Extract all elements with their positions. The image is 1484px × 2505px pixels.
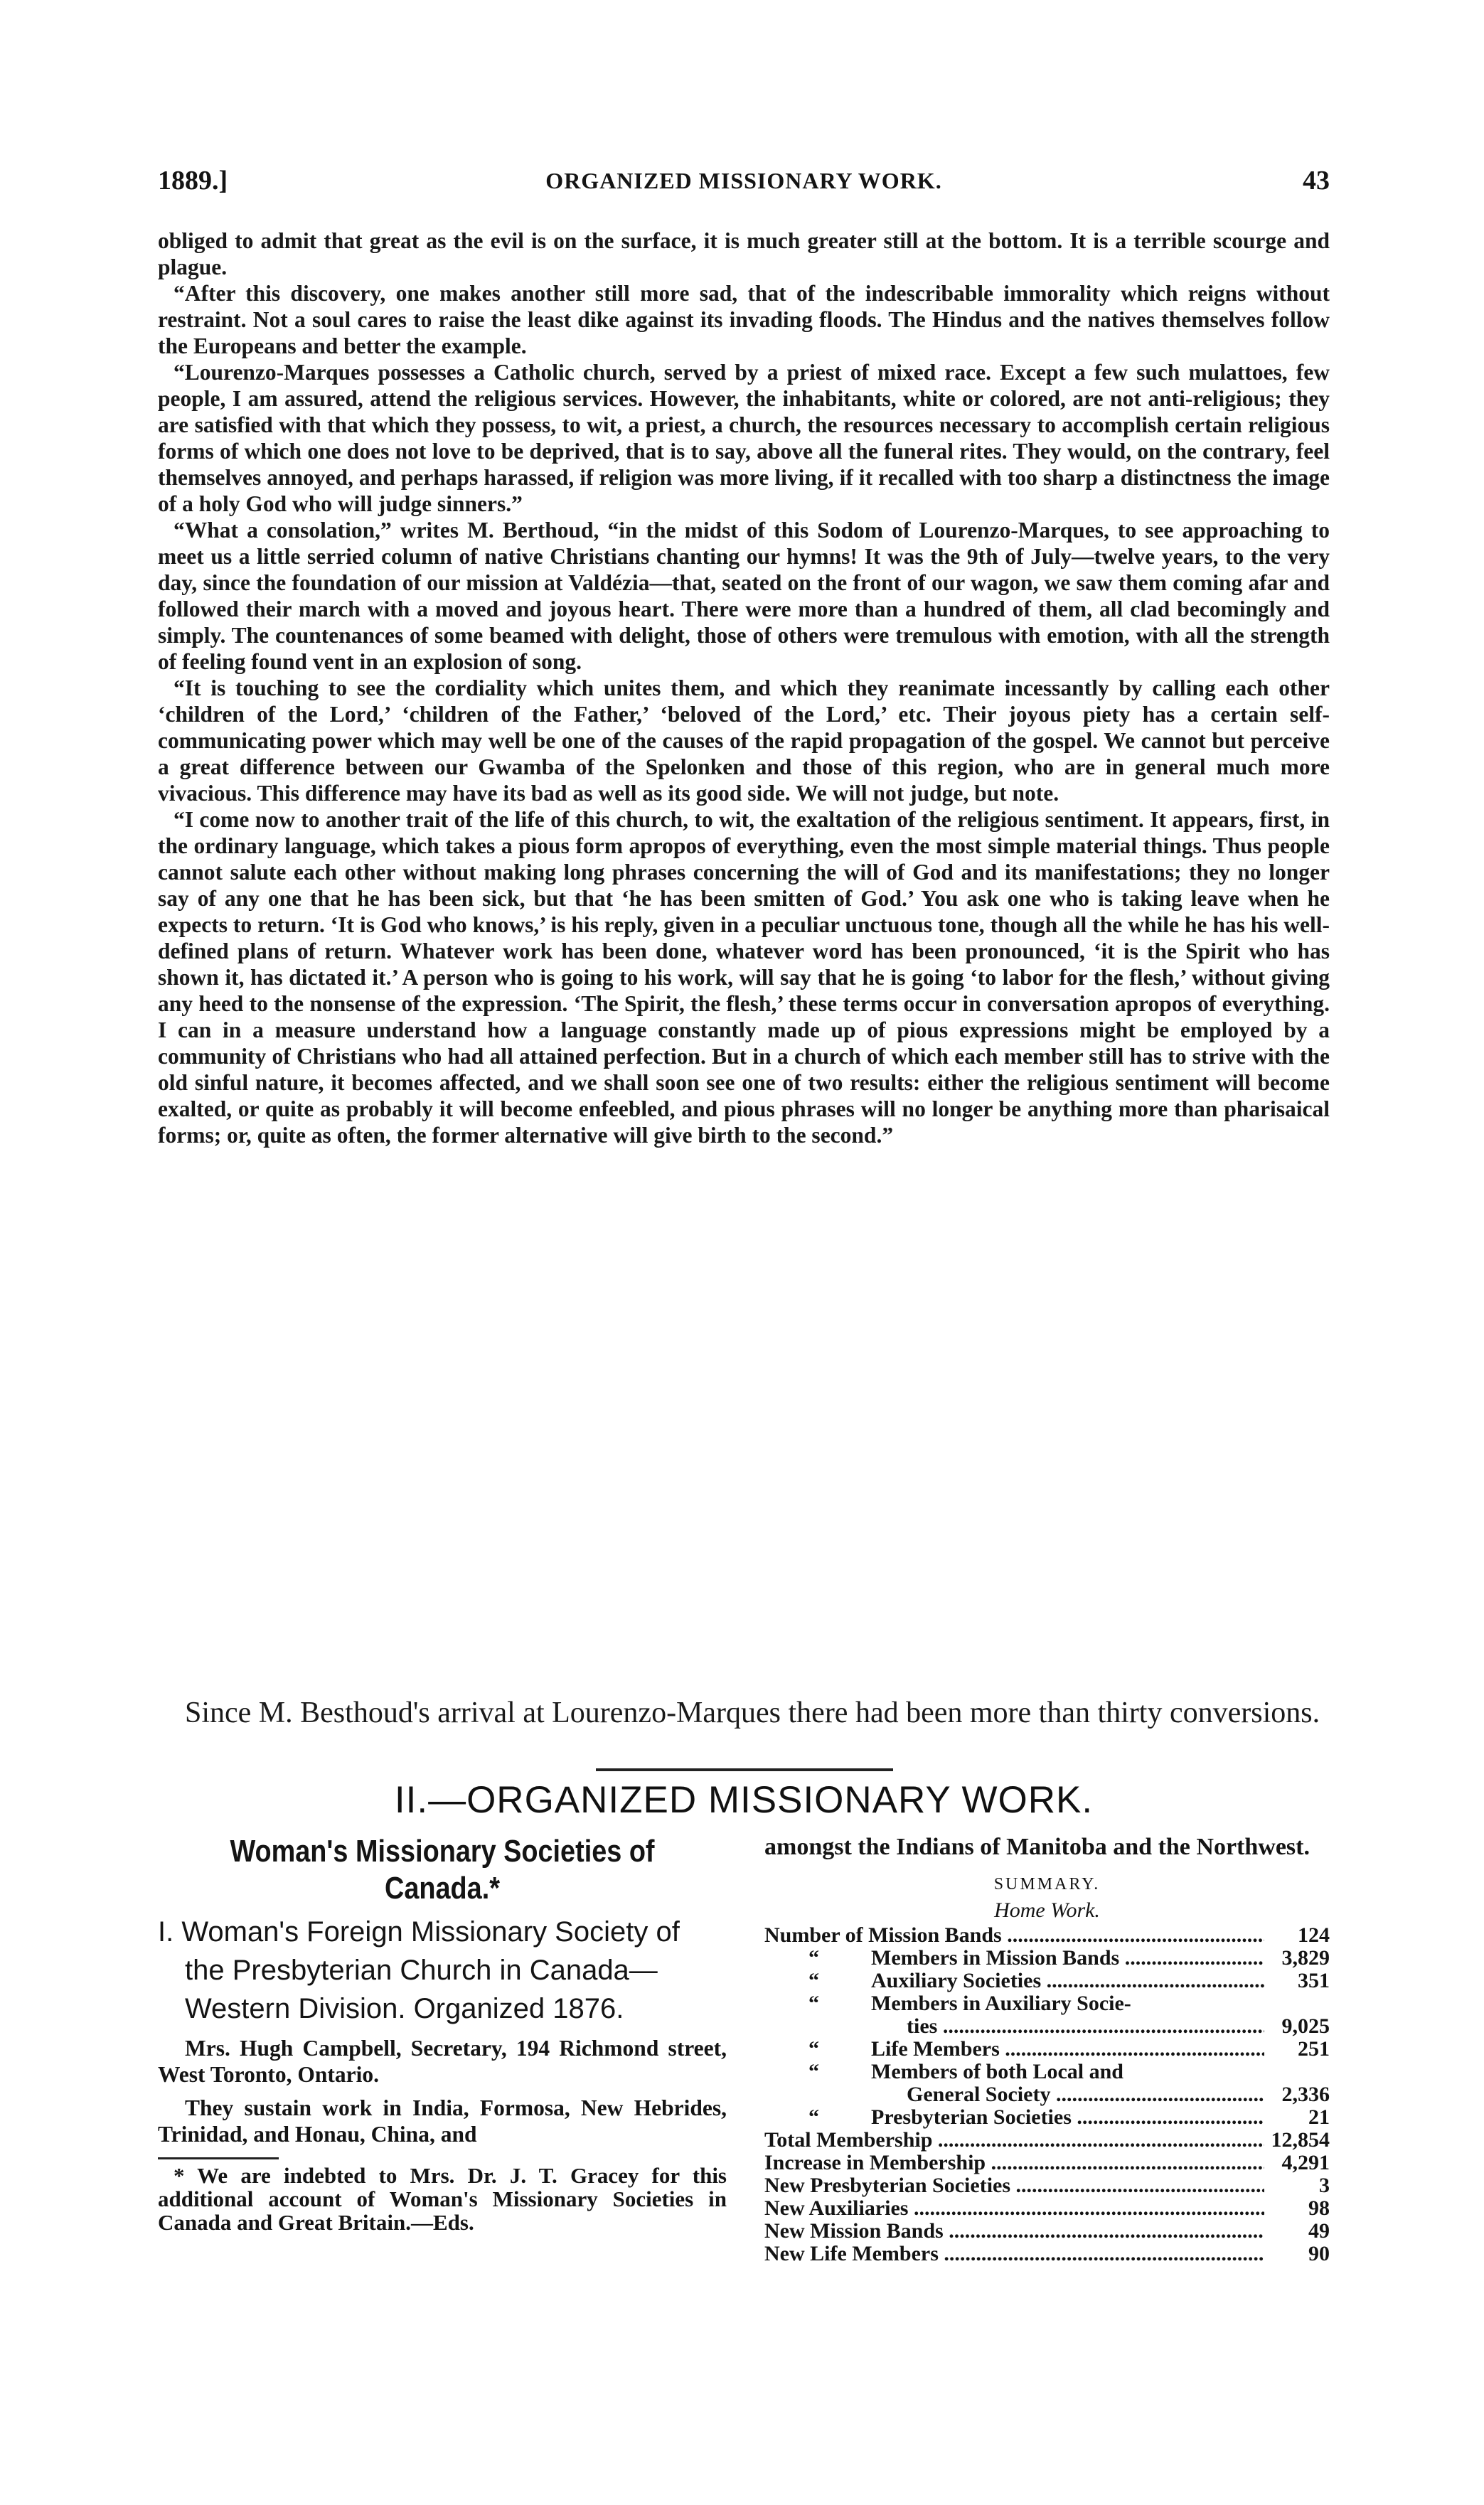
section-title: II.—ORGANIZED MISSIONARY WORK. (394, 1779, 1094, 1821)
summary-label: Presbyterian Societies ..... (764, 2106, 1264, 2129)
summary-label: Number of Mission Bands ..... (764, 1924, 1264, 1947)
summary-label-continued: ties ..... (764, 2015, 1264, 2038)
header-title: ORGANIZED MISSIONARY WORK. (545, 168, 942, 193)
summary-label: New Auxiliaries ..... (764, 2197, 1264, 2220)
summary-value: 12,854 (1267, 2129, 1330, 2152)
work-description: They sustain work in India, Formosa, New Hebrides, Trinidad, and Honau, China, and (158, 2095, 727, 2147)
summary-label: Members of both Local and (871, 2061, 1123, 2083)
summary-row (764, 2152, 1330, 2174)
body-paragraph: “After this discovery, one makes another still more sad, that of the indescribable immorality which reigns without restraint. Not a soul cares to raise the least dike against its invading floods. The Hindus and the natives themselves follow the Europeans and better the example. (158, 281, 1330, 358)
header-year: 1889.] (158, 166, 228, 196)
summary-row (764, 2061, 1330, 2106)
summary-table (764, 1924, 1330, 2265)
summary-label: Life Members ..... (764, 2038, 1264, 2061)
ditto-mark: “ (808, 1946, 819, 1970)
footnote: * We are indebted to Mrs. Dr. J. T. Gracey for this additional account of Woman's Missionary Societies in Canada and Great Britain.—Eds. (158, 2163, 727, 2235)
body-paragraph: “Lourenzo-Marques possesses a Catholic church, served by a priest of mixed race. Except a few such mulattoes, few people, I am assured, attend the religious services. However, the inhabitants, white or colored, are not anti-religious; they are satisfied with that which they possess, to wit, a priest, a church, the resources necessary to accomplish certain religious forms of which one does not love to be deprived, that is to say, above all the funeral rites. They would, on the contrary, feel themselves annoyed, and perhaps harassed, if religion was more living, if it recalled with too sharp a distinctness the image of a holy God who will judge sinners.” (158, 360, 1330, 516)
summary-label: New Life Members ..... (764, 2243, 1264, 2265)
summary-row (764, 2106, 1330, 2129)
ditto-mark: “ (808, 1969, 819, 1992)
summary-row (764, 2197, 1330, 2220)
ditto-mark: “ (808, 1992, 819, 2015)
summary-row (764, 2243, 1330, 2265)
summary-subheading: Home Work. (994, 1898, 1100, 1922)
ditto-mark: “ (808, 2060, 819, 2083)
summary-row (764, 2174, 1330, 2197)
body-paragraph: “What a consolation,” writes M. Berthoud, “in the midst of this Sodom of Lourenzo-Marques, to see approaching to meet us a little serried column of native Christians chanting our hymns! It was the 9th of July—twelve years, to the very day, since the foundation of our mission at Valdézia—that, seated on the front of our wagon, we saw them coming afar and followed their march with a moved and joyous heart. There were more than a hundred of them, all clad becomingly and simply. The countenances of some beamed with delight, those of others were tremulous with emotion, with all the strength of feeling found vent in an explosion of song. (158, 518, 1330, 674)
section-divider (596, 1768, 893, 1771)
body-paragraph: “It is touching to see the cordiality which unites them, and which they reanimate incessantly by calling each other ‘children of the Lord,’ ‘children of the Father,’ ‘beloved of the Lord,’ etc. Their joyous piety has a certain self-communicating power which may well be one of the causes of the rapid propagation of the gospel. We cannot but perceive a great difference between our Gwamba of the Spelonken and those of this region, who are in general much more vivacious. This difference may have its bad as well as its good side. We will not judge, but note. (158, 675, 1330, 806)
summary-label: Increase in Membership ..... (764, 2152, 1264, 2174)
page-number: 43 (1303, 166, 1330, 196)
summary-label: New Presbyterian Societies ..... (764, 2174, 1264, 2197)
summary-value: 49 (1267, 2220, 1330, 2243)
summary-value: 3 (1267, 2174, 1330, 2197)
summary-label-continued: General Society ..... (764, 2083, 1264, 2106)
summary-value: 2,336 (1267, 2083, 1330, 2106)
work-continuation: amongst the Indians of Manitoba and the Northwest. (764, 1834, 1310, 1860)
summary-label: Auxiliary Societies ..... (764, 1970, 1264, 1992)
left-column (158, 1833, 727, 2234)
summary-row (764, 1924, 1330, 1947)
summary-value: 3,829 (1267, 1947, 1330, 1970)
society-subheading: I. Woman's Foreign Missionary Society of the Presbyterian Church in Canada—Western Division. Organized 1876. (158, 1916, 680, 2024)
body-paragraph: “I come now to another trait of the life of this church, to wit, the exaltation of the religious sentiment. It appears, first, in the ordinary language, which takes a pious form apropos of everything, even the most simple material things. Thus people cannot salute each other without making long phrases concerning the will of God and its manifestations; they no longer say of any one that he has been sick, but that ‘he has been smitten of God.’ You ask one who is taking leave when he expects to return. ‘It is God who knows,’ is his reply, given in a peculiar unctuous tone, though all the while he has his well-defined plans of return. Whatever work has been done, whatever word has been pronounced, ‘it is the Spirit who has shown it, has dictated it.’ A person who is going to his work, will say that he is going ‘to labor for the flesh,’ without giving any heed to the nonsense of the expression. ‘The Spirit, the flesh,’ these terms occur in conversation apropos of everything. I can in a measure understand how a language constantly made up of pious expressions might be employed by a community of Christians who had all attained perfection. But in a church of which each member still has to strive with the old sinful nature, it becomes affected, and we shall soon see one of two results: either the religious sentiment will become exalted, or quite as probably it will become enfeebled, and pious phrases will no longer be anything more than pharisaical forms; or, quite as often, the former alternative will give birth to the second.” (158, 807, 1330, 1148)
ditto-mark: “ (808, 2037, 819, 2061)
summary-row (764, 1992, 1330, 2038)
summary-label: New Mission Bands ..... (764, 2220, 1264, 2243)
summary-value: 251 (1267, 2038, 1330, 2061)
society-heading: Woman's Missionary Societies of Canada.* (230, 1834, 655, 1906)
body-paragraph: obliged to admit that great as the evil is on the surface, it is much greater still at the bottom. It is a terrible scourge and plague. (158, 228, 1330, 279)
summary-label: Members in Mission Bands ..... (764, 1947, 1264, 1970)
summary-heading: SUMMARY. (993, 1875, 1101, 1894)
summary-value: 98 (1267, 2197, 1330, 2220)
summary-value: 21 (1267, 2106, 1330, 2129)
right-column (764, 1833, 1330, 2265)
summary-row (764, 2129, 1330, 2152)
body-text (158, 228, 1330, 1148)
footnote-rule (158, 2157, 279, 2159)
running-head (158, 165, 1330, 201)
closing-paragraph: Since M. Besthoud's arrival at Lourenzo-Marques there had been more than thirty conversions. (185, 1697, 1320, 1729)
ditto-mark: “ (808, 2105, 819, 2129)
summary-label: Total Membership ..... (764, 2129, 1264, 2152)
summary-row (764, 2220, 1330, 2243)
summary-value: 4,291 (1267, 2152, 1330, 2174)
summary-value: 351 (1267, 1970, 1330, 1992)
secretary-address: Mrs. Hugh Campbell, Secretary, 194 Richmond street, West Toronto, Ontario. (158, 2036, 727, 2087)
summary-row (764, 2038, 1330, 2061)
summary-label: Members in Auxiliary Socie- (871, 1992, 1131, 2015)
summary-value: 124 (1267, 1924, 1330, 1947)
summary-row (764, 1970, 1330, 1992)
summary-value: 9,025 (1267, 2015, 1330, 2038)
summary-value: 90 (1267, 2243, 1330, 2265)
summary-row (764, 1947, 1330, 1970)
